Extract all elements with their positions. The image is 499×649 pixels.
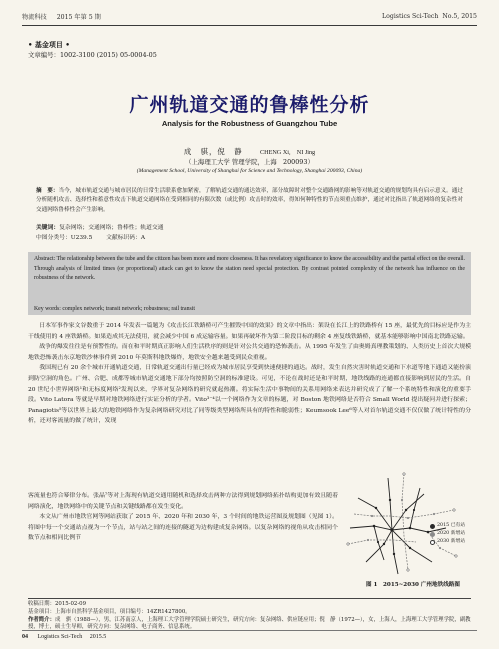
authors-cn: 成 骐，倪 静: [183, 147, 243, 156]
keywords-cn-label: 关键词：: [36, 225, 60, 231]
running-head-right: [382, 13, 477, 20]
paragraph: 日本军事作家文谷数重于 2014 年发表一篇题为《攻击长江铁路桥可产生摧毁中国的效果》的文章中指出：架设在长江上的铁路桥有 15 座，最优先的目标应是作为主干线使用的 4 座铁路桥。如果造成其无法使用，就会减少中国 6 成运输容量。如果再破坏作为第二阶段目标的剩余 4 座复线铁路桥，就基本能够影响中国南北铁路运输。: [28, 323, 471, 340]
folio-journal: Logistics Sci-Tech: [37, 634, 83, 640]
journal-name-cn: 物流科技: [22, 14, 47, 21]
keywords-cn: [36, 222, 164, 231]
abstract-cn: [36, 187, 463, 215]
authors-en: CHENG Xi, NI Jing: [259, 149, 316, 156]
folio-year: 2015.5: [89, 634, 107, 640]
affiliation-en: (Management School, University of Shanghai for Science and Technology, Shanghai 200093, China): [136, 168, 363, 174]
legend-dot-icon: [430, 532, 435, 537]
legend-item: 2015 已有站: [430, 522, 465, 530]
folio: [22, 630, 477, 643]
title-cn: 广州轨道交通的鲁棒性分析: [129, 94, 370, 116]
keywords-cn-text: 复杂网络；交通网络；鲁棒性；轨道交通: [59, 225, 164, 231]
title-en: Analysis for the Robustness of Guangzhou Tube: [161, 119, 338, 128]
doc-mark: 文献标识码：A: [106, 235, 146, 241]
fund-note: 基金项目：上海市自然科学基金项目，项目编号：14ZR1427800。: [28, 608, 191, 615]
paragraph: 本文从广州市地铁官网等网站获取了 2015 年、2020 年和 2030 年，3 个时间的地铁运营图及规划图（见图 1）。将图中每一个交通站点视为一个节点，站与站之间的连接的隧道为边构建成复杂网络。以复杂网络的视角从攻击相同个数节点和相同比例节: [28, 514, 338, 542]
issue-en: No.5, 2015: [442, 13, 477, 20]
affiliation-cn: （上海理工大学 管理学院，上海 200093）: [185, 158, 314, 166]
abstract-cn-text: 当今，城市轨道交通与城市居民的日常生活联系愈加紧密，了解轨道交通的通达效率，部分故障时对整个交通路网的影响等对轨道交通的规划均具有启示意义。通过分析随机攻击、选择性和蓄意性攻击下轨道交通网络在受到相同的有限次数（或比例）攻击时的效率，得知何种特性的节点须重点维护，通过对比指出了轨道网络的复杂性对交通网络鲁棒性会产生影响。: [36, 188, 463, 213]
author-bio-label: 作者简介：: [28, 616, 55, 623]
doc-code: 文章编号：1002-3100 (2015) 05-0004-05: [28, 51, 157, 59]
journal-name-en: Logistics Sci-Tech: [382, 13, 439, 20]
running-head-left: [22, 12, 101, 21]
paragraph: 客流量也符合幂律分布。张晶⁷等对上海现有轨道交通用随机和选择攻击两种方法得到规划网络拓扑结构更加有效且随着网络演化，地铁网络中的关键节点和关键线路都在发生变化。: [28, 493, 338, 510]
received-date: 收稿日期：2015-02-09: [28, 601, 87, 607]
classification: [36, 232, 157, 241]
class-code: 中图分类号：U239.5: [36, 235, 93, 241]
issue-cn: 2015 年第 5 期: [56, 14, 101, 21]
footnotes: [28, 598, 471, 632]
figure-caption: 图 1 2015~2030 广州地铁线路图: [366, 582, 460, 588]
paragraph: 我国现已有 20 余个城市开通轨道交通，日常轨道交通出行量已经成为城市居民享受到快速便捷的通达。战时，发生自然灾害时轨道交通和下水道等地下通道又能扮演到防空洞的角色。广州、合肥、成都等城市轨道交通地下部分均按照防空洞的标准建设。可见，不论在战时还是和平时期，地铁线路的连通都直接影响到居民的生活。自 20 世纪小世界网络¹和无标度网络²发现以来，学界对复杂网络的研究就起热潮。将实际生活中事物间的关系用网络来表达并研究成了了解一个系统特性和演化的重要手段。Vito Latora 等就是早期对地铁网络进行实证分析的学者。Vito³⁻⁴以一个网络作为文章的标题，对 Boston 地铁网络是否符合 Small World 提出疑问并进行探索；Panagiotis⁵等以世界上最大的地铁网络作为复杂网络研究对比了同等级类型网络所具有的特性和脆弱性；Keumsook Lee⁶等人对首尔轨道交通不仅仅做了统计特性的分析，还对客流量的做了统计，发现: [28, 365, 471, 425]
figure-1: [344, 470, 472, 588]
body-text-left-column: [28, 491, 338, 544]
legend-item: 2030 新增站: [430, 538, 465, 546]
author-bio-text: 成 骐（1988—），男，江苏南京人，上海理工大学管理学院硕士研究生，研究方向：复杂网络、供应链应用；倪 静（1972—），女，上海人，上海理工大学管理学院，副教授，博士，硕士生导师，研究方向：复杂网络、电子商务、信息系统。: [28, 616, 471, 631]
authors: [0, 146, 499, 157]
abstract-cn-label: 摘 要：: [36, 188, 59, 194]
running-head: [22, 8, 477, 26]
fund-label: • 基金项目 •: [28, 40, 70, 49]
legend-item: 2020 新增站: [430, 530, 465, 538]
body-text-full-width: [28, 321, 471, 427]
legend-dot-icon: [430, 524, 435, 529]
paragraph: 战争的爆发往往是有预警性的。而在和平时期真正影响人们生活秩序的则是针对公共交通的恐怖袭击。从 1995 年发生了由奥姆真理教策划的、人类历史上首次大规模地铁恐怖袭击东京地铁沙林事件到 2010 年莫斯科地铁爆炸，地铁安全越来越受到民众重视。: [28, 344, 471, 361]
page-number: 04: [22, 634, 28, 640]
figure-legend: [430, 522, 465, 546]
abstract-en: Abstract: The relationship between the tube and the citizen has been more and more closeness. It has revelatory significance to know the accessibility and the partial effect on the overall. Through analysis of limited times (or proportional) attack can get to know the station need special protection. By contrast pointed complexity of the network has influence on the robustness of the network.: [28, 252, 471, 310]
keywords-en: Key words: complex network; transit network; robustness; rail transit: [28, 304, 471, 315]
legend-dot-icon: [430, 540, 435, 545]
